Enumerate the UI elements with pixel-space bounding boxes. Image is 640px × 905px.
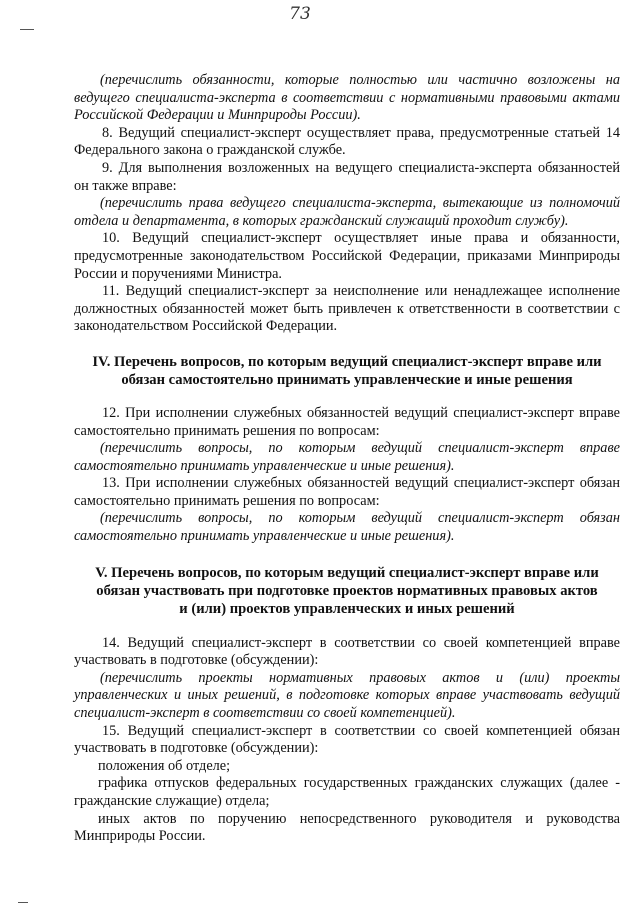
section-4-heading (74, 353, 620, 389)
clause-10: 10. Ведущий специалист-эксперт осуществляет иные права и обязанности, предусмотренные законодательством Российской Федерации, приказами Минприроды России и поручениями Министра. (74, 230, 620, 282)
clause-11: 11. Ведущий специалист-эксперт за неисполнение или ненадлежащее исполнение должностных обязанностей может быть привлечен к ответственности в соответствии с законодательством Российской Федерации. (74, 283, 620, 335)
heading-line: и (или) проектов управленческих и иных решений (179, 600, 515, 617)
margin-mark (20, 29, 34, 30)
instruction-paragraph: (перечислить обязанности, которые полностью или частично возложены на ведущего специалиста-эксперта в соответствии с нормативными правовыми актами Российской Федерации и Минприроды России). (74, 72, 620, 124)
page-number: 73 (289, 4, 311, 24)
list-item: положения об отделе; (98, 757, 231, 774)
clause-8: 8. Ведущий специалист-эксперт осуществляет права, предусмотренные статьей 14 Федерального закона о гражданской службе. (74, 124, 620, 159)
clause-13: 13. При исполнении служебных обязанностей ведущий специалист-эксперт обязан самостоятельно принимать решения по вопросам: (74, 475, 620, 509)
instruction-paragraph: (перечислить проекты нормативных правовых актов и (или) проекты управленческих и иных решений, в подготовке которых вправе участвовать ведущий специалист-эксперт в соответствии со своей компетенцией). (74, 669, 620, 722)
instruction-paragraph: (перечислить права ведущего специалиста-эксперта, вытекающие из полномочий отдела и департамента, в которых гражданский служащий проходит службу). (74, 195, 620, 229)
heading-line: V. Перечень вопросов, по которым ведущий специалист-эксперт вправе или (95, 564, 599, 581)
heading-line: обязан самостоятельно принимать управленческие и иные решения (121, 371, 573, 388)
list-item: иных актов по поручению непосредственного руководителя и руководства Минприроды России. (74, 810, 620, 845)
clause-14: 14. Ведущий специалист-эксперт в соответствии со своей компетенцией вправе участвовать в подготовке (обсуждении): (74, 634, 620, 669)
heading-line: IV. Перечень вопросов, по которым ведущий специалист-эксперт вправе или (92, 353, 602, 370)
document-body (74, 72, 620, 846)
clause-15: 15. Ведущий специалист-эксперт в соответствии со своей компетенцией обязан участвовать в подготовке (обсуждении): (74, 722, 620, 757)
instruction-paragraph: (перечислить вопросы, по которым ведущий специалист-эксперт обязан самостоятельно принимать управленческие и иные решения). (74, 510, 620, 545)
margin-mark (18, 902, 28, 903)
clause-9: 9. Для выполнения возложенных на ведущего специалиста-эксперта обязанностей он также вправе: (74, 159, 620, 194)
section-5-heading (74, 564, 620, 618)
instruction-paragraph: (перечислить вопросы, по которым ведущий специалист-эксперт вправе самостоятельно принимать управленческие и иные решения). (74, 440, 620, 474)
heading-line: обязан участвовать при подготовке проектов нормативных правовых актов (96, 582, 598, 599)
list-item: графика отпусков федеральных государственных гражданских служащих (далее - гражданские служащие) отдела; (74, 775, 620, 809)
clause-12: 12. При исполнении служебных обязанностей ведущий специалист-эксперт вправе самостоятельно принимать решения по вопросам: (74, 404, 620, 439)
